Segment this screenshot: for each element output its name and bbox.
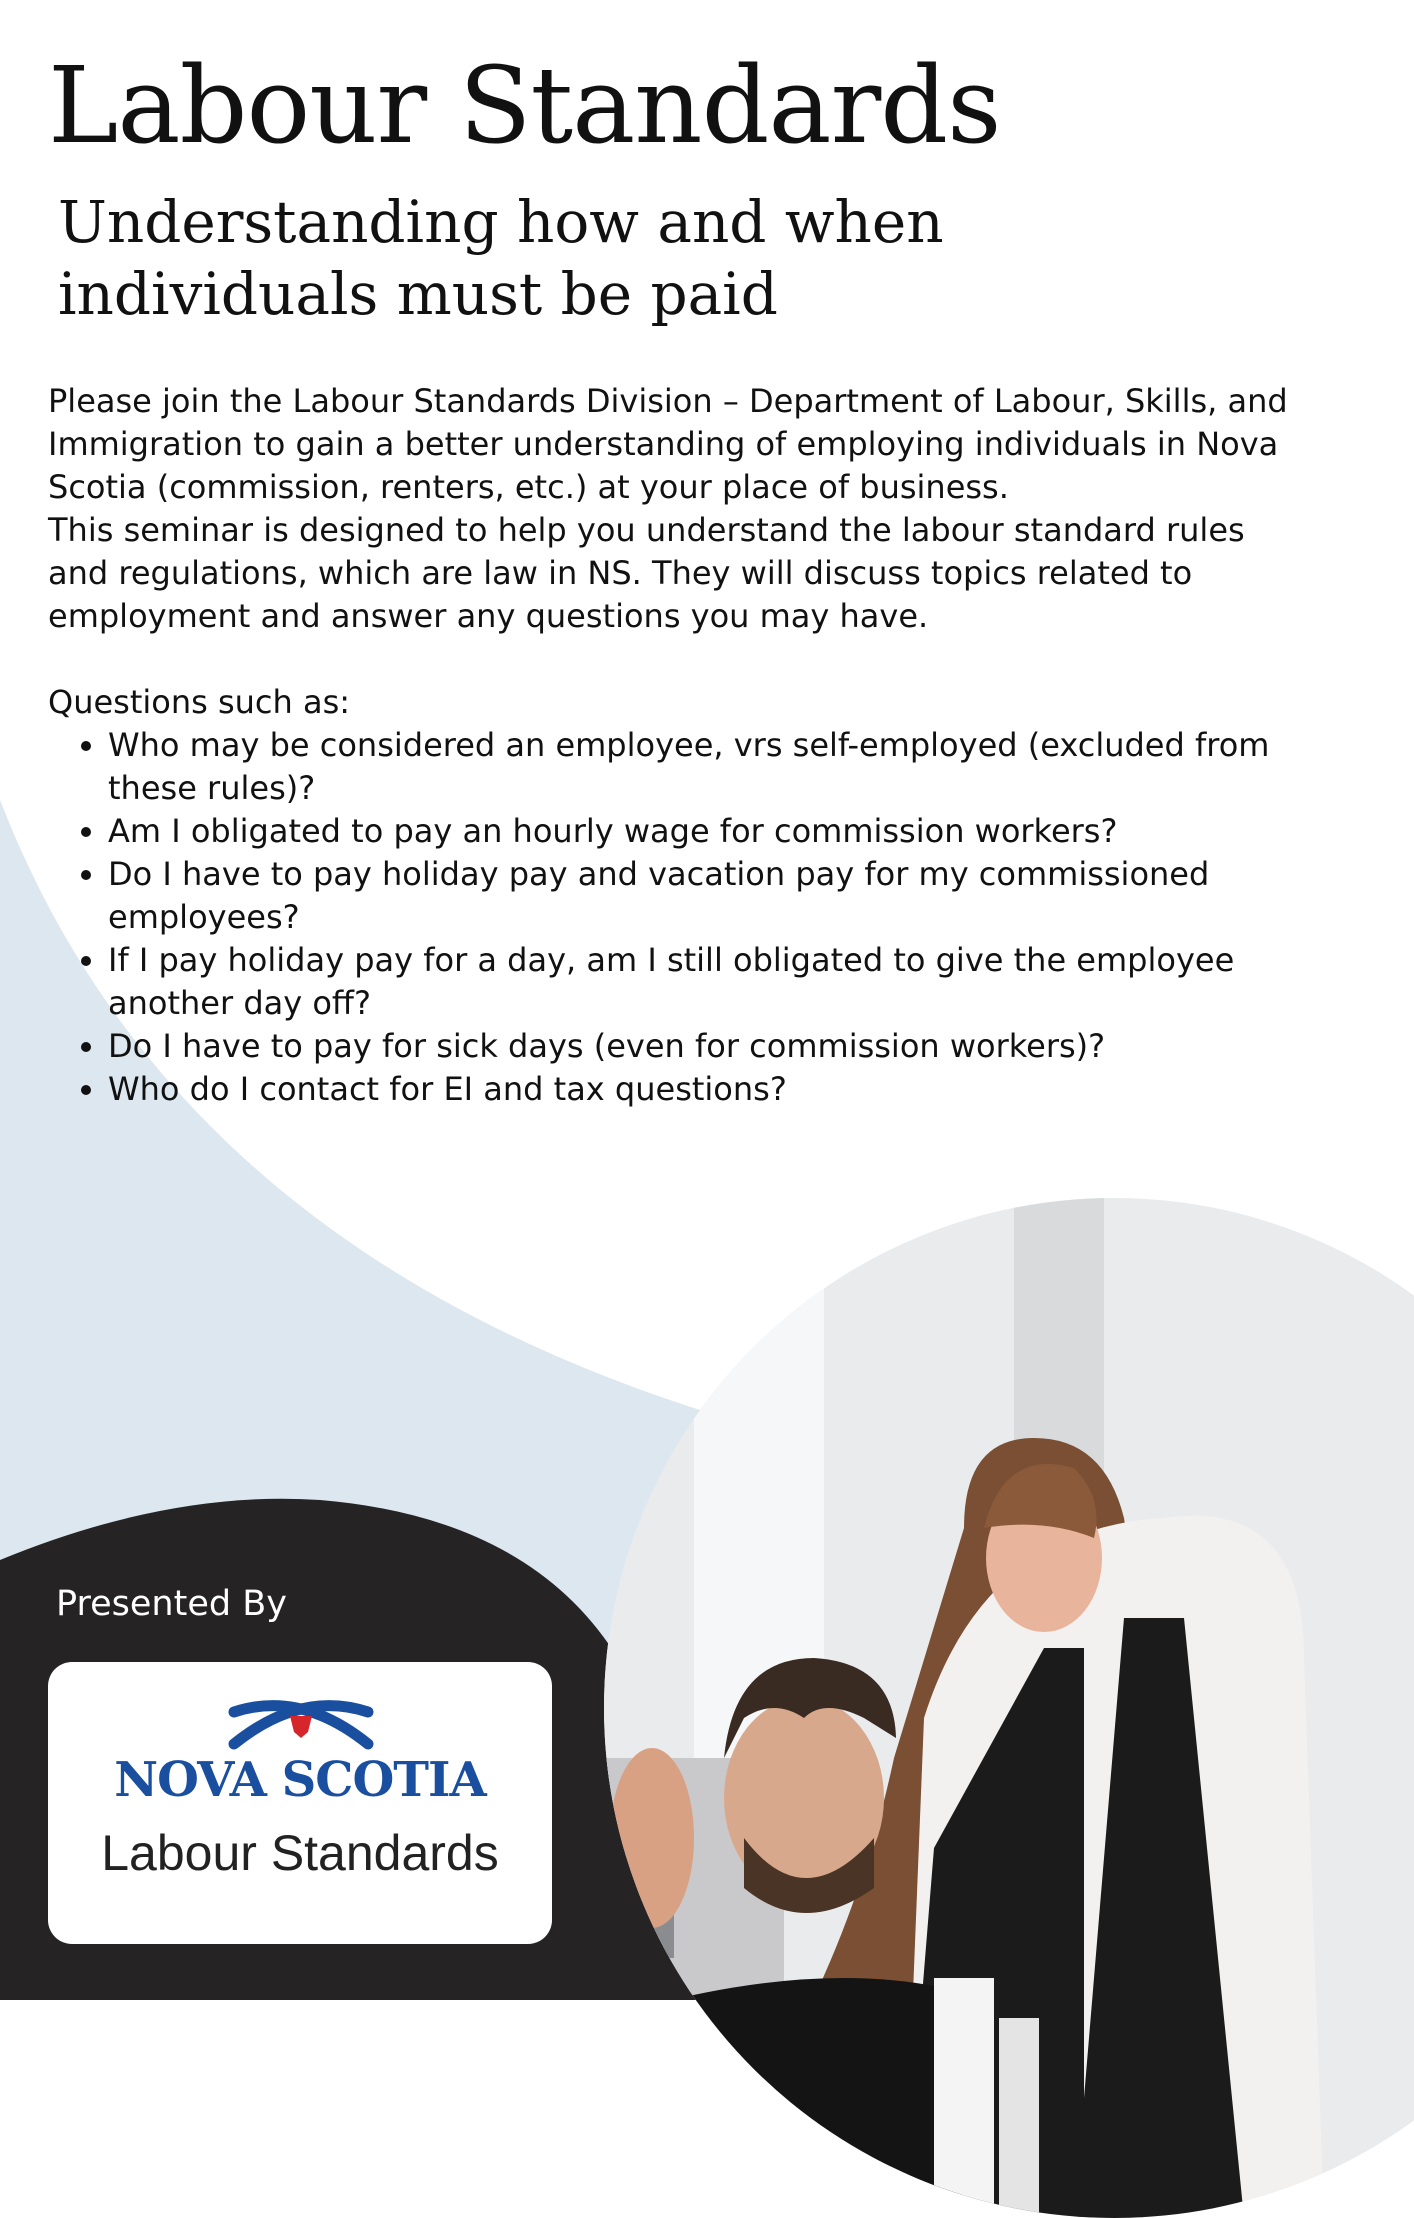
body-text [48,380,1288,1111]
question-item: • Do I have to pay holiday pay and vacation pay for my commissioned employees? [108,853,1288,939]
seminar-paragraph: This seminar is designed to help you understand the labour standard rules and regulations, which are law in NS. They will discuss topics related to employment and answer any questions you may have. [48,511,1245,635]
presented-by-label: Presented By [56,1584,287,1624]
logo-wordmark: NOVA SCOTIA [114,1752,486,1808]
subtitle-line-2: individuals must be paid [58,260,778,328]
question-item: • Who may be considered an employee, vrs self-employed (excluded from these rules)? [108,724,1288,810]
subtitle-line-1: Understanding how and when [58,188,944,256]
crossed-saltires-logo-icon [226,1696,376,1760]
intro-paragraph: Please join the Labour Standards Division – Department of Labour, Skills, and Immigration to gain a better understanding of employing individuals in Nova Scotia (commission, renters, etc.) at your place of business. [48,382,1288,506]
page-subtitle [58,186,1058,330]
question-item: • Do I have to pay for sick days (even for commission workers)? [108,1025,1288,1068]
nova-scotia-logo-card [48,1662,552,1944]
question-item: • If I pay holiday pay for a day, am I still obligated to give the employee another day off? [108,939,1288,1025]
questions-list [48,724,1288,1111]
logo-subtitle: Labour Standards [101,1825,499,1881]
page-title: Labour Standards [48,44,1001,167]
questions-intro: Questions such as: [48,683,351,721]
question-item: • Who do I contact for EI and tax questions? [108,1068,1288,1111]
question-item: • Am I obligated to pay an hourly wage for commission workers? [108,810,1288,853]
